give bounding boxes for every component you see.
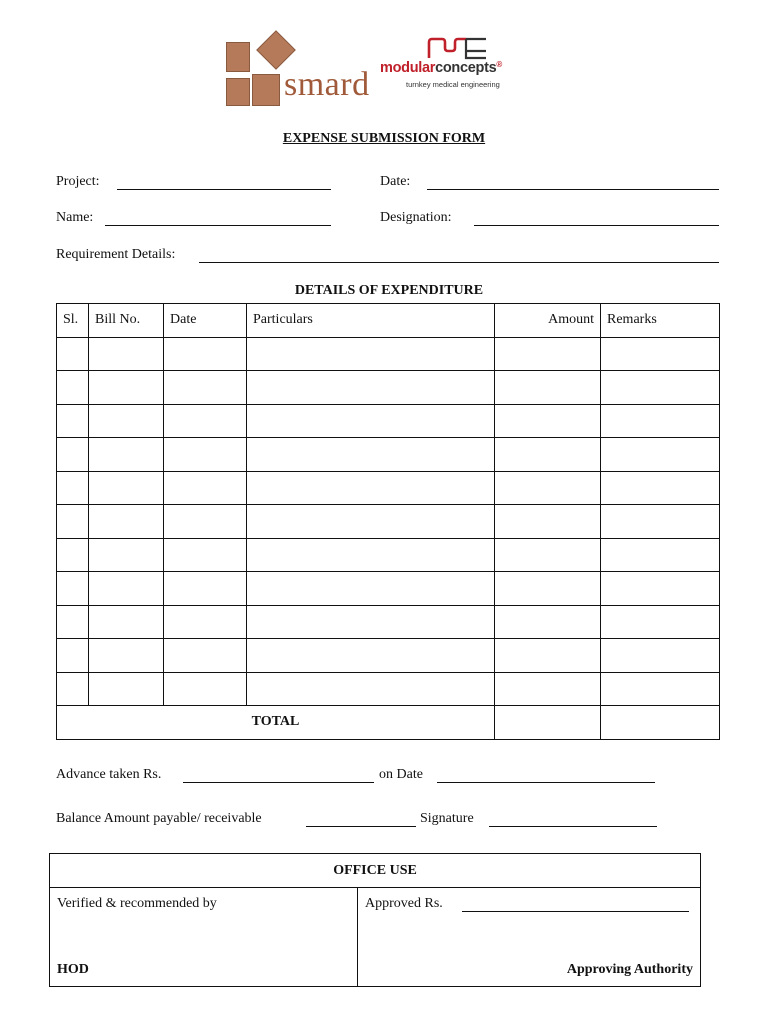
approving-authority-label: Approving Authority <box>566 962 693 977</box>
table-cell[interactable] <box>164 605 247 639</box>
table-cell[interactable] <box>495 471 601 505</box>
total-row <box>57 706 720 740</box>
smard-wordmark: smard <box>284 66 370 103</box>
table-cell[interactable] <box>164 337 247 371</box>
table-cell[interactable] <box>495 505 601 539</box>
requirement-field[interactable] <box>199 248 719 263</box>
table-cell[interactable] <box>164 471 247 505</box>
table-cell[interactable] <box>601 538 720 572</box>
on-date-label: on Date <box>379 767 423 782</box>
column-header: Amount <box>495 304 601 338</box>
table-cell[interactable] <box>89 672 164 706</box>
table-cell[interactable] <box>89 438 164 472</box>
table-row <box>57 672 720 706</box>
signature-label: Signature <box>420 811 474 826</box>
table-cell[interactable] <box>495 639 601 673</box>
table-cell[interactable] <box>89 337 164 371</box>
table-cell[interactable] <box>89 404 164 438</box>
table-cell[interactable] <box>247 371 495 405</box>
table-cell[interactable] <box>247 438 495 472</box>
table-cell[interactable] <box>164 672 247 706</box>
logo-square <box>252 74 280 106</box>
table-cell[interactable] <box>89 471 164 505</box>
table-row <box>57 404 720 438</box>
logo-square <box>226 78 250 106</box>
table-cell[interactable] <box>495 371 601 405</box>
designation-field[interactable] <box>474 211 719 226</box>
logo-diamond <box>256 30 296 70</box>
table-cell[interactable] <box>57 404 89 438</box>
column-header: Particulars <box>247 304 495 338</box>
project-label: Project: <box>56 174 100 189</box>
table-cell[interactable] <box>495 672 601 706</box>
table-cell[interactable] <box>247 572 495 606</box>
column-header: Sl. <box>57 304 89 338</box>
table-row <box>57 337 720 371</box>
column-header: Bill No. <box>89 304 164 338</box>
table-cell[interactable] <box>247 672 495 706</box>
table-cell[interactable] <box>164 639 247 673</box>
office-use-box <box>49 853 701 987</box>
table-cell[interactable] <box>601 672 720 706</box>
approved-label: Approved Rs. <box>365 896 443 911</box>
smard-logo <box>222 32 382 106</box>
table-cell[interactable] <box>164 505 247 539</box>
expenditure-table <box>56 303 720 740</box>
modular-concepts-logo <box>380 34 550 94</box>
table-cell[interactable] <box>164 438 247 472</box>
table-cell[interactable] <box>601 605 720 639</box>
table-cell[interactable] <box>57 572 89 606</box>
table-cell[interactable] <box>164 538 247 572</box>
verified-label: Verified & recommended by <box>57 896 217 911</box>
table-row <box>57 639 720 673</box>
mc-monogram-icon <box>426 36 502 60</box>
table-row <box>57 538 720 572</box>
table-cell[interactable] <box>164 572 247 606</box>
table-cell[interactable] <box>495 572 601 606</box>
expenditure-title: DETAILS OF EXPENDITURE <box>294 283 484 298</box>
table-cell[interactable] <box>89 572 164 606</box>
table-row <box>57 371 720 405</box>
table-row <box>57 605 720 639</box>
table-cell[interactable] <box>57 371 89 405</box>
on-date-field[interactable] <box>437 768 655 783</box>
mc-wordmark: modularconcepts® <box>380 60 502 76</box>
date-label: Date: <box>380 174 411 189</box>
table-cell[interactable] <box>601 471 720 505</box>
table-cell[interactable] <box>495 337 601 371</box>
signature-field[interactable] <box>489 812 657 827</box>
table-cell[interactable] <box>247 471 495 505</box>
column-header: Date <box>164 304 247 338</box>
table-cell[interactable] <box>57 505 89 539</box>
table-cell[interactable] <box>601 639 720 673</box>
table-cell[interactable] <box>57 538 89 572</box>
table-header-row <box>57 304 720 338</box>
date-field[interactable] <box>427 175 719 190</box>
balance-label: Balance Amount payable/ receivable <box>56 811 262 826</box>
table-cell[interactable] <box>247 337 495 371</box>
logo-square <box>226 42 250 72</box>
table-cell[interactable] <box>601 505 720 539</box>
table-cell[interactable] <box>89 371 164 405</box>
table-cell[interactable] <box>57 438 89 472</box>
table-cell[interactable] <box>57 337 89 371</box>
table-row <box>57 505 720 539</box>
table-cell[interactable] <box>57 471 89 505</box>
table-cell[interactable] <box>57 672 89 706</box>
table-cell[interactable] <box>247 505 495 539</box>
total-label: TOTAL <box>57 706 495 740</box>
hod-label: HOD <box>57 962 89 977</box>
table-row <box>57 471 720 505</box>
table-cell[interactable] <box>164 404 247 438</box>
table-cell[interactable] <box>495 605 601 639</box>
table-row <box>57 572 720 606</box>
name-label: Name: <box>56 210 94 225</box>
designation-label: Designation: <box>380 210 452 225</box>
table-cell[interactable] <box>601 572 720 606</box>
table-cell[interactable] <box>89 639 164 673</box>
total-amount-cell[interactable] <box>495 706 601 740</box>
table-cell[interactable] <box>495 438 601 472</box>
table-cell[interactable] <box>601 371 720 405</box>
table-cell[interactable] <box>89 538 164 572</box>
table-cell[interactable] <box>247 639 495 673</box>
total-remarks-cell[interactable] <box>601 706 720 740</box>
table-cell[interactable] <box>601 404 720 438</box>
table-cell[interactable] <box>57 605 89 639</box>
name-field[interactable] <box>105 211 331 226</box>
table-cell[interactable] <box>601 438 720 472</box>
approved-amount-field[interactable] <box>462 897 689 912</box>
column-header: Remarks <box>601 304 720 338</box>
office-use-title: OFFICE USE <box>50 854 700 888</box>
table-row <box>57 438 720 472</box>
project-field[interactable] <box>117 175 331 190</box>
table-cell[interactable] <box>57 639 89 673</box>
advance-field[interactable] <box>183 768 374 783</box>
table-cell[interactable] <box>495 538 601 572</box>
table-cell[interactable] <box>89 605 164 639</box>
table-cell[interactable] <box>601 337 720 371</box>
advance-label: Advance taken Rs. <box>56 767 162 782</box>
balance-field[interactable] <box>306 812 416 827</box>
form-title: EXPENSE SUBMISSION FORM <box>282 131 486 146</box>
table-cell[interactable] <box>247 605 495 639</box>
mc-tagline: turnkey medical engineering <box>406 80 500 89</box>
table-cell[interactable] <box>495 404 601 438</box>
table-cell[interactable] <box>247 538 495 572</box>
divider <box>357 887 358 986</box>
table-cell[interactable] <box>89 505 164 539</box>
requirement-label: Requirement Details: <box>56 247 176 262</box>
table-cell[interactable] <box>164 371 247 405</box>
table-cell[interactable] <box>247 404 495 438</box>
